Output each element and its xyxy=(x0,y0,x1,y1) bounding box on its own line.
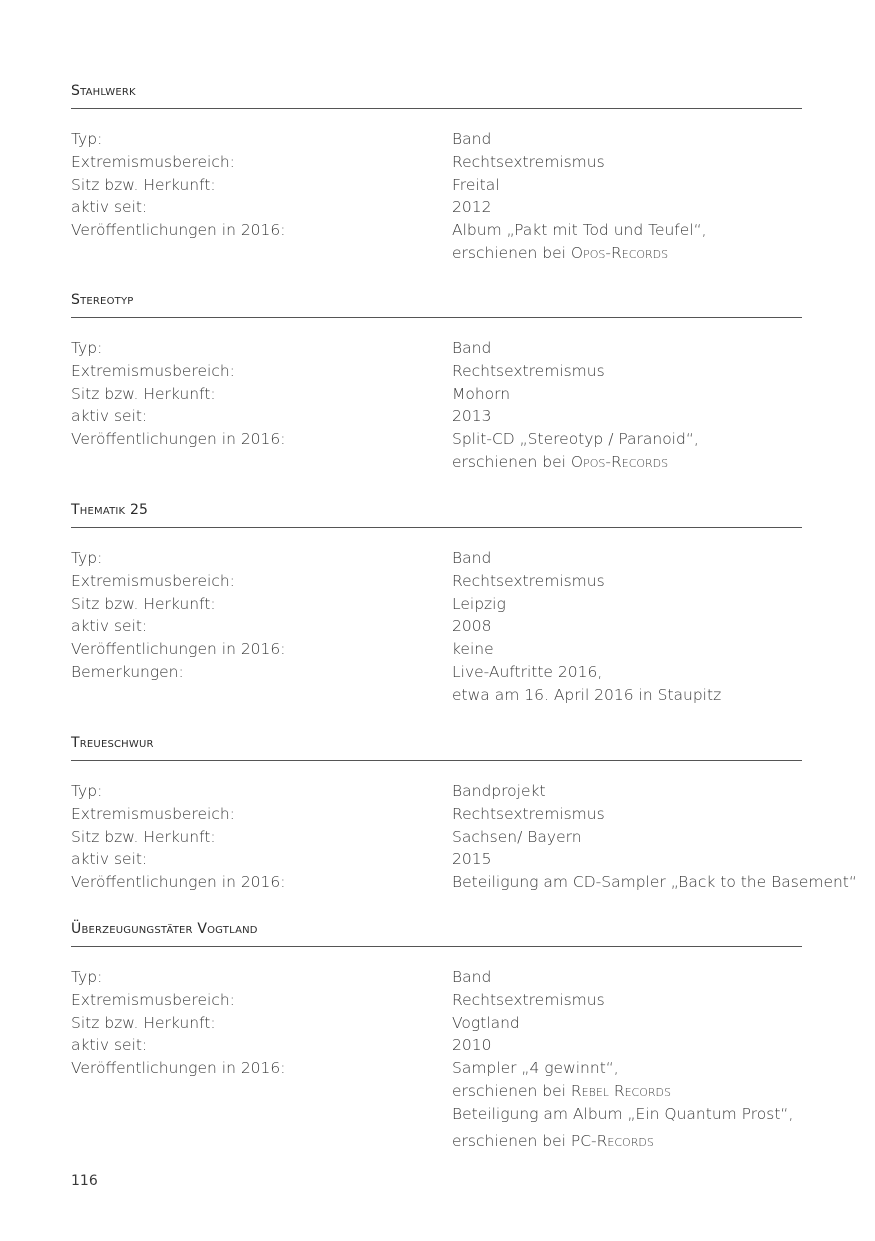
detail-value: Freital xyxy=(452,175,500,194)
detail-row xyxy=(71,128,802,151)
detail-value: etwa am 16. April 2016 in Staupitz xyxy=(452,685,722,704)
value-text: erschienen bei PC- xyxy=(452,1131,597,1150)
detail-value: Rechtsextremismus xyxy=(452,990,605,1009)
detail-label: Extremismusbereich: xyxy=(71,804,235,823)
entry-heading: Stahlwerk xyxy=(71,83,136,99)
detail-row xyxy=(71,383,802,406)
detail-label: Typ: xyxy=(71,968,103,986)
detail-value: Band xyxy=(452,549,492,567)
detail-row xyxy=(71,848,802,871)
detail-value: 2013 xyxy=(452,407,492,426)
detail-label: Veröffentlichungen in 2016: xyxy=(71,873,286,892)
detail-label: Sitz bzw. Herkunft: xyxy=(71,827,216,846)
page-number: 116 xyxy=(71,1173,98,1189)
detail-label xyxy=(71,1130,452,1153)
detail-label: aktiv seit: xyxy=(71,407,148,426)
detail-label: aktiv seit: xyxy=(71,198,148,217)
detail-label: Typ: xyxy=(71,549,103,567)
detail-value: Sampler „4 gewinnt“, xyxy=(452,1059,619,1078)
detail-value: 2012 xyxy=(452,198,492,217)
entry-heading: Stereotyp xyxy=(71,292,134,308)
heading-divider xyxy=(71,108,802,109)
detail-label: Sitz bzw. Herkunft: xyxy=(71,1013,216,1032)
detail-label: Typ: xyxy=(71,130,103,148)
detail-value: Split-CD „Stereotyp / Paranoid“, xyxy=(452,430,699,449)
detail-label: Veröffentlichungen in 2016: xyxy=(71,430,286,449)
value-text: erschienen bei xyxy=(452,243,571,262)
heading-divider xyxy=(71,946,802,947)
entry-thematik-25 xyxy=(71,500,802,707)
detail-row xyxy=(71,780,802,803)
detail-row xyxy=(71,196,802,219)
detail-row xyxy=(71,547,802,570)
detail-value: Rechtsextremismus xyxy=(452,571,605,590)
detail-row xyxy=(71,151,802,174)
heading-divider xyxy=(71,527,802,528)
detail-label: Extremismusbereich: xyxy=(71,361,235,380)
entry-details xyxy=(71,966,802,1152)
detail-row xyxy=(71,451,802,474)
detail-row xyxy=(71,684,802,707)
detail-row xyxy=(71,1103,802,1126)
entry-heading: Überzeugungstäter Vogtland xyxy=(71,921,258,937)
detail-label xyxy=(71,684,452,707)
value-text: erschienen bei xyxy=(452,1081,571,1100)
detail-label xyxy=(71,451,452,474)
label-name: Opos-Records xyxy=(570,243,669,262)
detail-label xyxy=(71,1080,452,1103)
detail-row xyxy=(71,871,857,894)
detail-value xyxy=(452,1080,802,1103)
detail-label: Extremismusbereich: xyxy=(71,152,235,171)
detail-label: Sitz bzw. Herkunft: xyxy=(71,594,216,613)
detail-value: Band xyxy=(452,339,492,357)
detail-row xyxy=(71,593,802,616)
detail-row xyxy=(71,1130,802,1153)
detail-row xyxy=(71,242,802,265)
detail-label: aktiv seit: xyxy=(71,1036,148,1055)
detail-value: Beteiligung am Album „Ein Quantum Prost“, xyxy=(452,1104,794,1123)
entry-details xyxy=(71,337,802,474)
value-text: erschienen bei xyxy=(452,452,571,471)
detail-label: Extremismusbereich: xyxy=(71,571,235,590)
detail-label: Bemerkungen: xyxy=(71,662,184,681)
detail-label: Veröffentlichungen in 2016: xyxy=(71,640,286,659)
detail-label: Typ: xyxy=(71,339,103,357)
detail-value: Rechtsextremismus xyxy=(452,361,605,380)
label-name: Rebel Records xyxy=(570,1081,671,1100)
detail-value: 2008 xyxy=(452,617,492,636)
detail-label: Typ: xyxy=(71,782,103,800)
detail-label: Sitz bzw. Herkunft: xyxy=(71,175,216,194)
detail-row xyxy=(71,966,802,989)
heading-divider xyxy=(71,317,802,318)
entry-heading: Thematik 25 xyxy=(71,502,149,518)
label-name: Opos-Records xyxy=(570,452,669,471)
detail-label: aktiv seit: xyxy=(71,617,148,636)
entry-heading: Treueschwur xyxy=(71,735,154,751)
detail-value: 2015 xyxy=(452,850,492,869)
heading-divider xyxy=(71,760,802,761)
detail-row xyxy=(71,1012,802,1035)
entry-treueschwur xyxy=(71,733,857,894)
detail-value: Leipzig xyxy=(452,594,506,613)
detail-value: Beteiligung am CD-Sampler „Back to the Basement“ xyxy=(452,873,857,892)
detail-value: Bandprojekt xyxy=(452,782,546,800)
detail-row xyxy=(71,428,802,451)
entry-stereotyp xyxy=(71,290,802,474)
detail-label xyxy=(71,242,452,265)
detail-value: Live-Auftritte 2016, xyxy=(452,662,603,681)
detail-label: Veröffentlichungen in 2016: xyxy=(71,221,286,240)
detail-label: Veröffentlichungen in 2016: xyxy=(71,1059,286,1078)
detail-row xyxy=(71,1034,802,1057)
detail-value: Mohorn xyxy=(452,384,511,403)
detail-value xyxy=(452,242,802,265)
detail-row xyxy=(71,826,802,849)
detail-label: Sitz bzw. Herkunft: xyxy=(71,384,216,403)
detail-row xyxy=(71,174,802,197)
detail-row xyxy=(71,1057,802,1080)
detail-row xyxy=(71,337,802,360)
detail-value xyxy=(452,1130,802,1153)
detail-row xyxy=(71,219,802,242)
entry-ueberzeugungstaeter-vogtland xyxy=(71,919,802,1152)
detail-value: Rechtsextremismus xyxy=(452,152,605,171)
detail-label: aktiv seit: xyxy=(71,850,148,869)
detail-value: Band xyxy=(452,968,492,986)
detail-row xyxy=(71,405,802,428)
detail-row xyxy=(71,360,802,383)
detail-row xyxy=(71,989,802,1012)
detail-row xyxy=(71,661,802,684)
detail-value: Vogtland xyxy=(452,1013,520,1032)
entry-details xyxy=(71,547,802,707)
entry-details xyxy=(71,780,857,894)
entry-stahlwerk xyxy=(71,81,802,265)
detail-value: keine xyxy=(452,640,494,659)
detail-label xyxy=(71,1103,452,1126)
detail-row xyxy=(71,638,802,661)
detail-row xyxy=(71,803,802,826)
detail-row xyxy=(71,615,802,638)
detail-row xyxy=(71,1080,802,1103)
detail-value: Rechtsextremismus xyxy=(452,804,605,823)
label-name: Records xyxy=(596,1131,654,1150)
detail-value xyxy=(452,451,802,474)
detail-value: Album „Pakt mit Tod und Teufel“, xyxy=(452,221,707,240)
entry-details xyxy=(71,128,802,265)
detail-row xyxy=(71,570,802,593)
detail-value: Band xyxy=(452,130,492,148)
detail-value: 2010 xyxy=(452,1036,492,1055)
detail-label: Extremismusbereich: xyxy=(71,990,235,1009)
detail-value: Sachsen/ Bayern xyxy=(452,827,582,846)
